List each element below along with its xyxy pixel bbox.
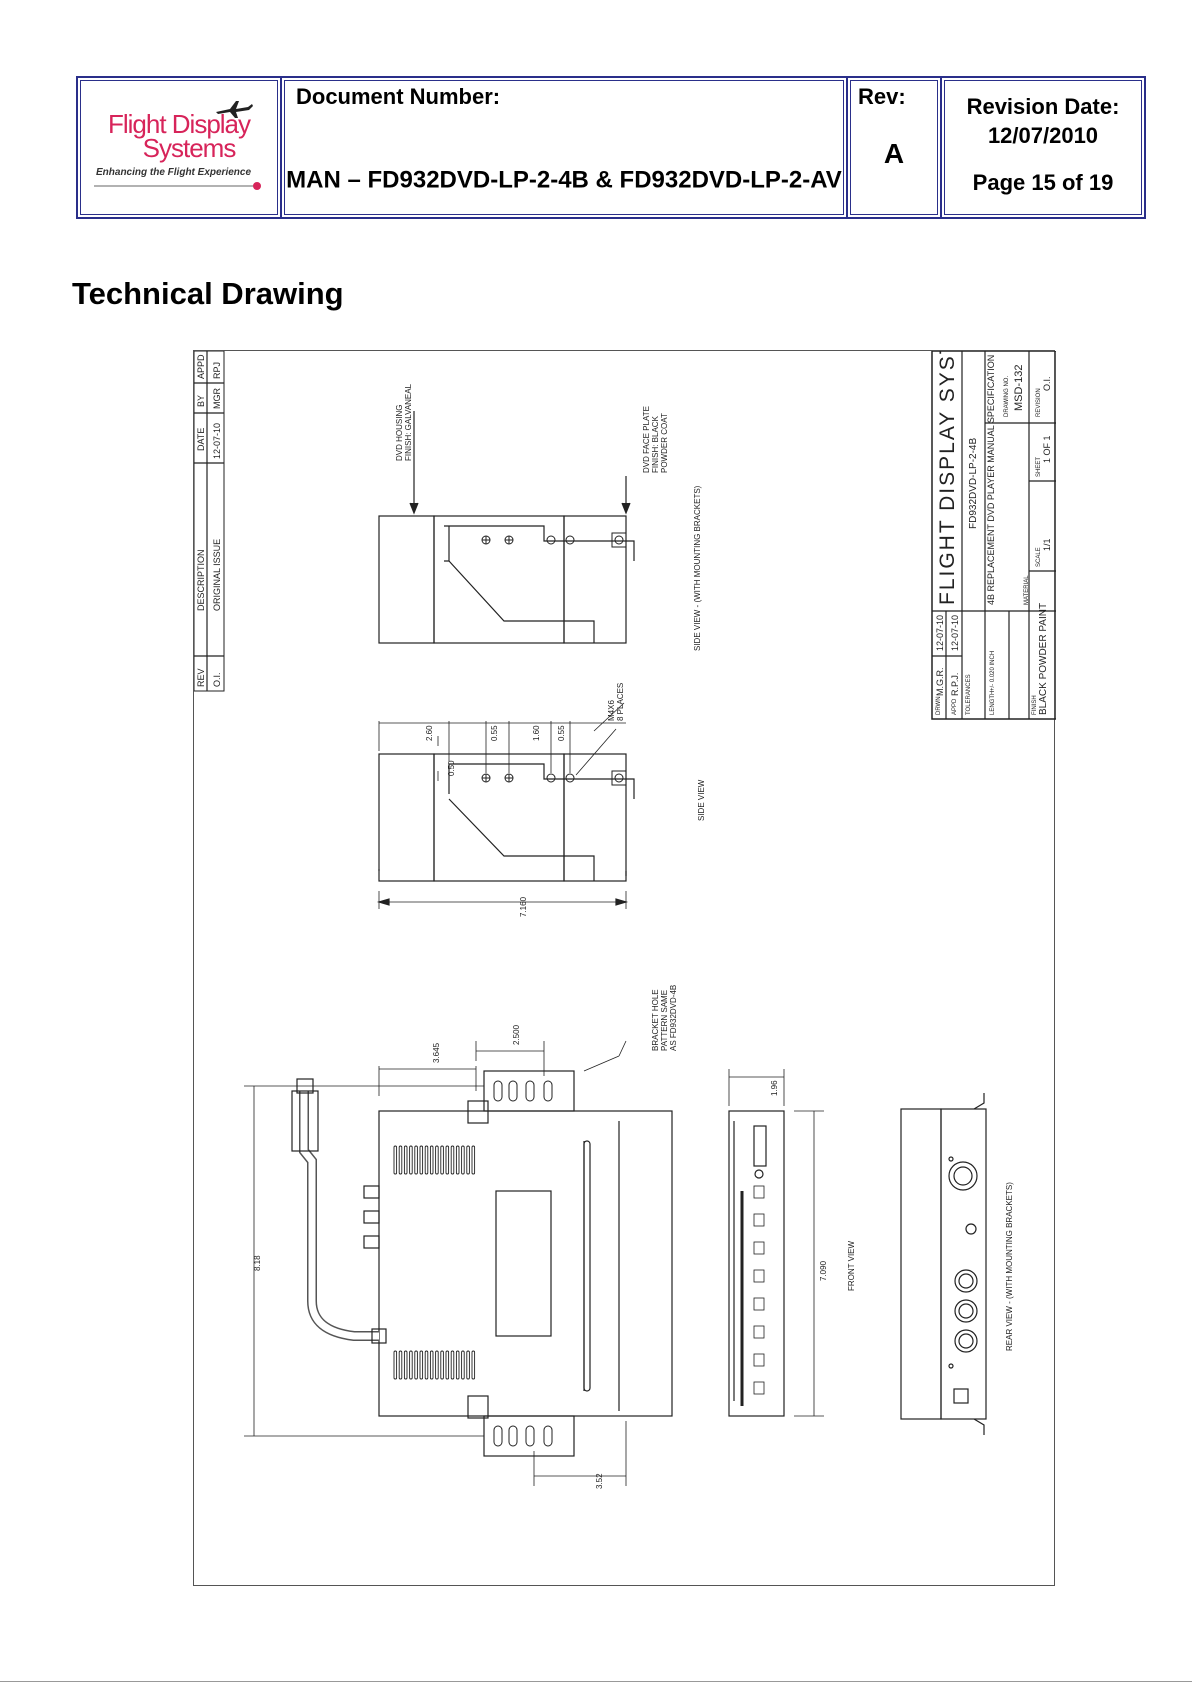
vent-slot [404,1146,407,1174]
rear-view [901,1093,1014,1435]
finish: BLACK POWDER PAINT [1038,602,1049,715]
dim-818: 8.18 [253,1255,262,1271]
vent-slot [404,1351,407,1379]
length-tol-label: LENGTH [990,690,996,715]
front-panel-button [754,1186,764,1198]
section-title: Technical Drawing [72,276,344,311]
faceplate-callout-3: POWDER COAT [660,413,669,473]
rev-value: O.I. [212,672,222,687]
logo-tagline: Enhancing the Flight Experience [96,167,252,178]
approved-by: R.P.J. [950,672,960,696]
m4-callout-2: 8 PLACES [616,682,625,721]
revision-date-cell [942,78,1144,217]
rev-value: A [883,138,905,169]
vent-slot [467,1146,470,1174]
drawn-date: 12-07-10 [935,614,945,651]
dim-352: 3.52 [595,1473,604,1489]
vent-slot [420,1146,423,1174]
dim-055b: 0.55 [557,725,566,741]
material-label-text: MATERIAL [1024,575,1030,605]
sheet-label: SHEET [1036,456,1042,477]
front-panel-button [754,1214,764,1226]
title-description: 4B REPLACEMENT DVD PLAYER MANUAL SPECIFICATION [986,354,996,605]
date-header: DATE [196,427,206,451]
dim-160: 1.60 [532,725,541,741]
description-header: DESCRIPTION [196,549,206,611]
vent-slot [436,1146,439,1174]
dim-7160-line [379,891,626,917]
vent-slot [425,1146,428,1174]
vent-slot [399,1146,402,1174]
tolerances-label: TOLERANCES [966,674,972,715]
technical-drawing [193,350,1055,1586]
vent-slot [415,1146,418,1174]
vent-slot [430,1146,433,1174]
dim-2500: 2.500 [512,1024,521,1045]
vent-slot [420,1351,423,1379]
dim-055a: 0.55 [490,725,499,741]
vent-slot [436,1351,439,1379]
m4-callout-1: M4X6 [607,700,616,721]
drawing-canvas [194,351,1056,1587]
length-tol: +/- 0.020 INCH [990,650,996,691]
vent-slot [462,1146,465,1174]
vent-slot [467,1351,470,1379]
appd-value: RPJ [212,361,222,379]
logo-line2: Systems [142,133,236,163]
faceplate-callout-2: FINISH: BLACK [651,416,660,473]
page-bottom-rule [0,1681,1192,1682]
rev-cell [848,78,942,217]
revision-label: REVISION [1036,388,1042,417]
vent-slot [415,1351,418,1379]
rev-header: REV [196,668,206,687]
dim-7090: 7.090 [819,1260,828,1281]
title-part: FD932DVD-LP-2-4B [968,437,979,529]
front-view [729,1069,856,1416]
title-company: FLIGHT DISPLAY SYSTEMS [936,351,959,605]
document-header-table [76,76,1146,219]
side-view-label: SIDE VIEW [697,779,706,821]
front-panel-button [754,1326,764,1338]
doc-number-label: Document Number: [296,84,501,109]
housing-callout-1: DVD HOUSING [395,404,404,461]
vent-slot [456,1146,459,1174]
dim-3645: 3.645 [432,1042,441,1063]
page-number: Page 15 of 19 [972,170,1114,195]
dim-7160: 7.160 [519,896,528,917]
document-number-cell [282,78,848,217]
revision-date: 12/07/2010 [987,123,1099,148]
dim-196: 1.96 [770,1080,779,1096]
approved-date: 12-07-10 [950,614,960,651]
approved-label: APPD [952,698,958,715]
appd-header: APPD [196,354,206,379]
revision-date-label: Revision Date: [966,94,1120,119]
rev-label: Rev: [858,84,906,109]
doc-title: MAN – FD932DVD-LP-2-4B & FD932DVD-LP-2-AV [286,166,842,194]
side-view [366,683,706,881]
vent-slot [472,1146,475,1174]
side-view-with-brackets [379,383,702,651]
vent-slot [472,1351,475,1379]
vent-slot [410,1351,413,1379]
by-header: BY [196,394,206,407]
front-panel-button [754,1270,764,1282]
vent-slot [394,1146,397,1174]
vent-slot [399,1351,402,1379]
front-panel-button [754,1242,764,1254]
finish-label: FINISH [1032,695,1038,715]
dim-050: 0.50 [447,760,456,776]
front-panel-button [754,1298,764,1310]
vent-slot [451,1351,454,1379]
front-panel-button [754,1354,764,1366]
company-logo [78,109,280,163]
vent-slot [425,1351,428,1379]
title-block [932,351,1056,719]
vent-slot [456,1351,459,1379]
rear-view-label: REAR VIEW - (WITH MOUNTING BRACKETS) [1005,1182,1014,1351]
faceplate-callout-1: DVD FACE PLATE [642,406,651,473]
vent-slot [451,1146,454,1174]
description-value: ORIGINAL ISSUE [212,538,222,611]
logo-line1: Flight Display [107,109,251,139]
housing-callout-2: FINISH: GALVANEAL [404,383,413,461]
revision: O.I. [1042,376,1052,391]
drawing-no-label: DRAWING NO. [1004,375,1010,417]
date-value: 12-07-10 [212,422,222,459]
vent-slot [462,1351,465,1379]
revision-table [194,351,224,691]
vent-slot [441,1351,444,1379]
vent-slot [446,1351,449,1379]
dim-260: 2.60 [425,725,434,741]
scale: 1/1 [1042,538,1052,551]
revision-date-block [942,92,1144,150]
by-value: MGR [212,388,222,409]
sheet: 1 OF 1 [1042,435,1052,463]
bracket-callout-2: PATTERN SAME [660,989,669,1051]
vent-slot [446,1146,449,1174]
vent-slot [394,1351,397,1379]
vent-slot [430,1351,433,1379]
top-view [244,985,678,1489]
bracket-callout-3: AS FD932DVD-4B [669,984,678,1051]
side-brackets-label: SIDE VIEW - (WITH MOUNTING BRACKETS) [693,485,702,651]
bracket-callout-1: BRACKET HOLE [651,989,660,1051]
front-view-label: FRONT VIEW [847,1240,856,1291]
vent-slot [410,1146,413,1174]
drawn-label: DRWN [936,696,942,715]
vent-slot [441,1146,444,1174]
drawn-by: M.G.R. [935,667,945,696]
logo-cell [78,78,282,217]
logo-underline [94,180,264,192]
drawing-no: MSD-132 [1013,364,1025,411]
scale-label: SCALE [1036,547,1042,567]
front-panel-button [754,1382,764,1394]
